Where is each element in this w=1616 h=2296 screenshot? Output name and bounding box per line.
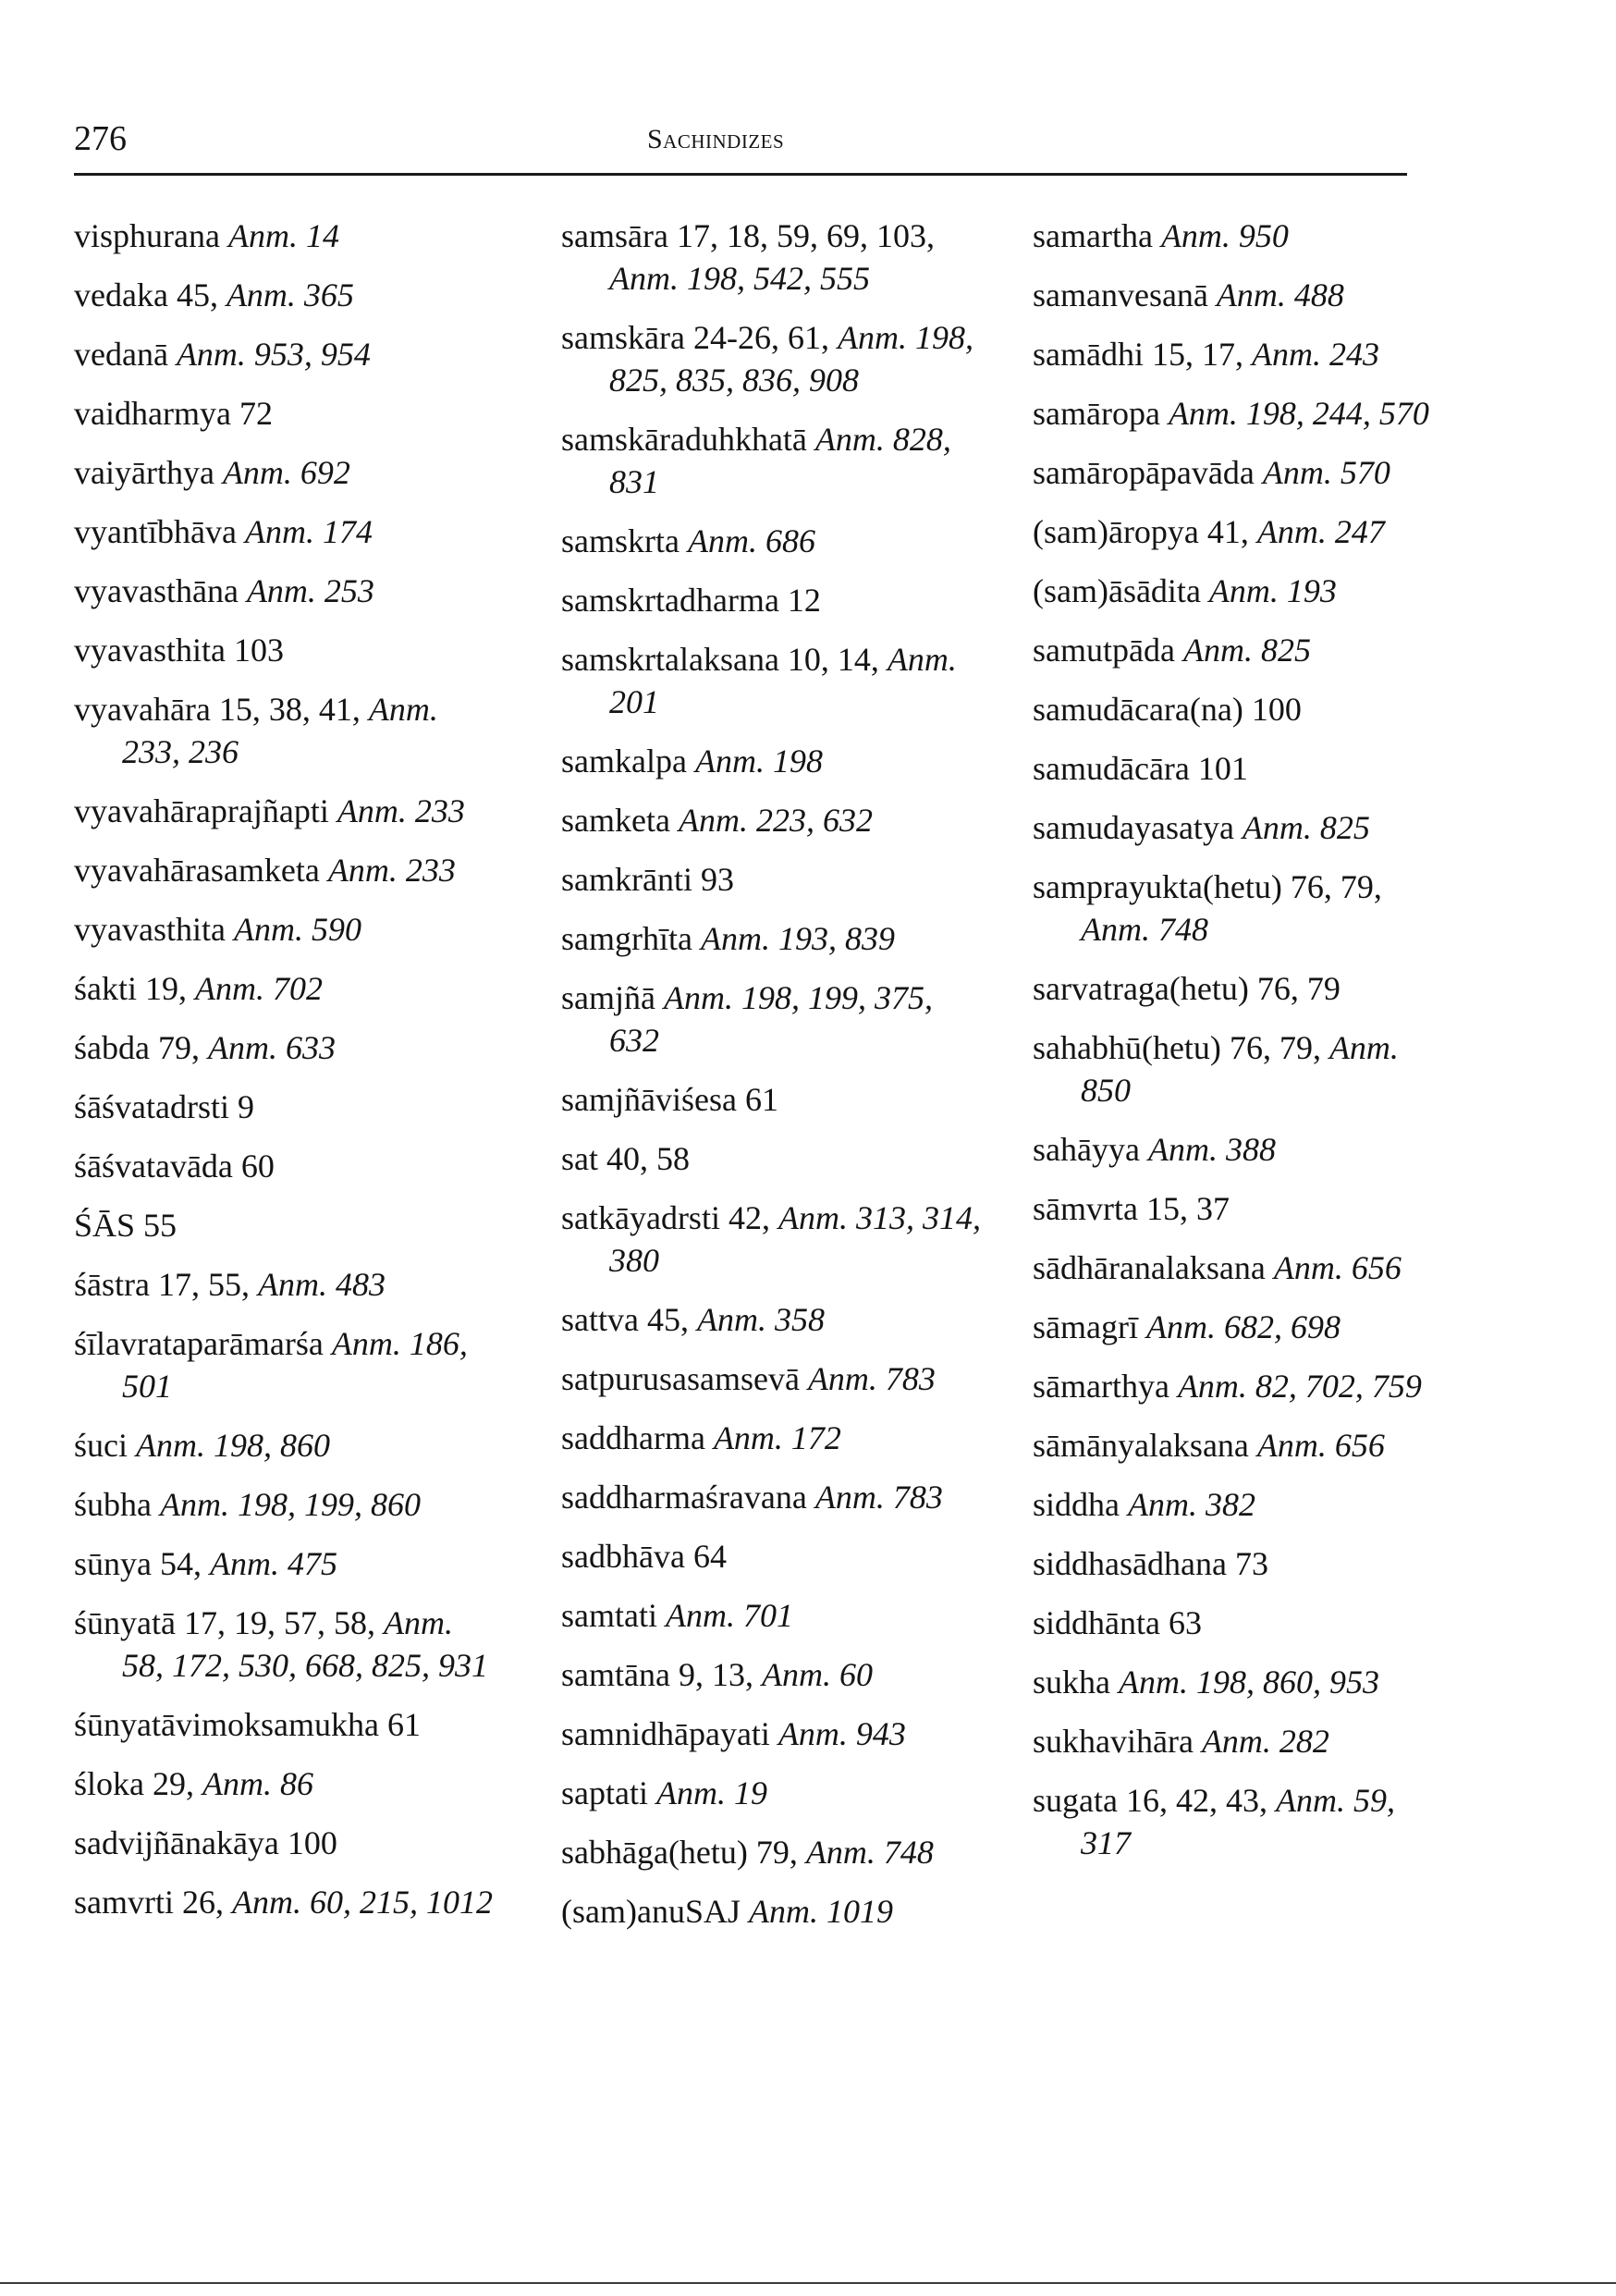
index-entry xyxy=(74,215,499,257)
entry-term: sugata xyxy=(1033,1782,1118,1819)
entry-note-refs: Anm. 58, 172, 530, 668, 825, 931 xyxy=(122,1604,488,1684)
running-head: Sachindizes xyxy=(647,124,785,154)
entry-term: samādhi xyxy=(1033,336,1144,373)
entry-note-refs: Anm. 247 xyxy=(1256,513,1385,550)
entry-term: vyavahāra xyxy=(74,691,211,728)
entry-term: sāmānyalaksana xyxy=(1033,1427,1249,1464)
entry-term: sabhāga(hetu) xyxy=(561,1834,748,1871)
index-entry xyxy=(74,629,499,671)
index-entry xyxy=(1033,1128,1439,1171)
entry-note-refs: Anm. 748 xyxy=(1081,911,1208,948)
entry-note-refs: Anm. 475 xyxy=(210,1545,337,1582)
entry-note-refs: Anm. 783 xyxy=(807,1360,936,1397)
entry-term: samāropa xyxy=(1033,395,1160,432)
entry-page-refs: 100 xyxy=(1251,691,1302,728)
entry-term: samnidhāpayati xyxy=(561,1715,770,1752)
entry-note-refs: Anm. 282 xyxy=(1201,1723,1329,1760)
entry-term: sattva xyxy=(561,1301,639,1338)
index-entry xyxy=(74,1424,499,1467)
entry-page-refs: 12 xyxy=(787,582,821,619)
index-entry xyxy=(561,1594,986,1637)
entry-page-refs: 10, 14, xyxy=(787,641,879,678)
entry-term: samartha xyxy=(1033,217,1153,254)
entry-term: samudācara(na) xyxy=(1033,691,1243,728)
index-entry xyxy=(74,451,499,494)
index-entry xyxy=(74,1322,499,1407)
index-entry xyxy=(561,638,986,723)
entry-page-refs: 60 xyxy=(240,1148,275,1185)
index-entry xyxy=(1033,1720,1439,1762)
index-entry xyxy=(1033,451,1439,494)
index-entry xyxy=(561,215,986,300)
entry-page-refs: 76, 79 xyxy=(1256,970,1341,1007)
entry-term: satkāyadrsti xyxy=(561,1199,720,1236)
entry-page-refs: 93 xyxy=(700,861,734,898)
entry-note-refs: Anm. 656 xyxy=(1256,1427,1385,1464)
index-entry xyxy=(74,1026,499,1069)
entry-note-refs: Anm. 953, 954 xyxy=(176,336,371,373)
page-number: 276 xyxy=(74,119,127,158)
entry-term: vyavasthita xyxy=(74,632,226,669)
entry-note-refs: Anm. 198, 860, 953 xyxy=(1119,1664,1379,1701)
index-entry xyxy=(1033,392,1439,435)
index-entry xyxy=(1033,1246,1439,1289)
index-entry xyxy=(74,1542,499,1585)
entry-page-refs: 73 xyxy=(1234,1545,1268,1582)
entry-term: samjñāviśesa xyxy=(561,1081,737,1118)
entry-note-refs: Anm. 201 xyxy=(609,641,957,720)
index-entry xyxy=(561,917,986,960)
entry-page-refs: 72 xyxy=(239,395,273,432)
entry-note-refs: Anm. 783 xyxy=(814,1479,943,1516)
index-entry xyxy=(1033,570,1439,612)
entry-term: vyavahārasamketa xyxy=(74,852,320,889)
entry-term: samanvesanā xyxy=(1033,276,1208,313)
entry-term: sukhavihāra xyxy=(1033,1723,1194,1760)
index-entry xyxy=(1033,688,1439,731)
entry-note-refs: Anm. 828, 831 xyxy=(609,421,951,500)
entry-term: samskāra xyxy=(561,319,685,356)
entry-term: vedanā xyxy=(74,336,168,373)
entry-term: vaiyārthya xyxy=(74,454,214,491)
entry-page-refs: 54, xyxy=(160,1545,202,1582)
entry-page-refs: 45, xyxy=(646,1301,689,1338)
index-entry xyxy=(561,1298,986,1341)
index-entry xyxy=(74,967,499,1010)
entry-note-refs: Anm. 86 xyxy=(202,1765,313,1802)
entry-page-refs: 63 xyxy=(1168,1604,1202,1641)
entry-note-refs: Anm. 19 xyxy=(655,1774,767,1811)
entry-page-refs: 15, 37 xyxy=(1145,1190,1230,1227)
entry-note-refs: Anm. 186, 501 xyxy=(122,1325,468,1405)
index-column-1 xyxy=(74,215,499,1940)
entry-note-refs: Anm. 233 xyxy=(337,792,465,829)
index-entry xyxy=(561,799,986,841)
index-entry xyxy=(561,418,986,503)
index-column-2 xyxy=(561,215,986,1949)
entry-term: sūnya xyxy=(74,1545,152,1582)
index-entry xyxy=(561,1078,986,1121)
entry-term: samtāna xyxy=(561,1656,670,1693)
index-entry xyxy=(1033,1306,1439,1348)
entry-term: siddha xyxy=(1033,1486,1120,1523)
entry-term: samskāraduhkhatā xyxy=(561,421,807,458)
entry-term: (sam)anuSAJ xyxy=(561,1893,741,1930)
entry-term: śūnyatāvimoksamukha xyxy=(74,1706,379,1743)
entry-term: sarvatraga(hetu) xyxy=(1033,970,1249,1007)
index-entry xyxy=(561,1197,986,1282)
entry-note-refs: Anm. 60 xyxy=(761,1656,873,1693)
entry-page-refs: 40, 58 xyxy=(606,1140,690,1177)
index-entry xyxy=(74,1483,499,1526)
entry-note-refs: Anm. 243 xyxy=(1251,336,1379,373)
index-entry xyxy=(74,1263,499,1306)
entry-note-refs: Anm. 223, 632 xyxy=(678,802,873,839)
entry-term: samkrānti xyxy=(561,861,692,898)
index-entry xyxy=(561,1772,986,1814)
entry-note-refs: Anm. 488 xyxy=(1216,276,1344,313)
entry-page-refs: 9 xyxy=(237,1088,254,1125)
entry-term: ŚĀS xyxy=(74,1207,136,1244)
entry-note-refs: Anm. 682, 698 xyxy=(1145,1308,1341,1345)
index-entry xyxy=(74,688,499,773)
entry-note-refs: Anm. 60, 215, 1012 xyxy=(231,1884,493,1921)
index-entry xyxy=(74,392,499,435)
index-entry xyxy=(1033,1661,1439,1703)
entry-term: śloka xyxy=(74,1765,144,1802)
entry-note-refs: Anm. 193 xyxy=(1208,572,1337,609)
index-entry xyxy=(74,1086,499,1128)
entry-note-refs: Anm. 233 xyxy=(327,852,456,889)
index-entry xyxy=(561,1713,986,1755)
entry-term: samudācāra xyxy=(1033,750,1190,787)
entry-term: vyavasthāna xyxy=(74,572,239,609)
entry-term: śāśvatadrsti xyxy=(74,1088,229,1125)
entry-term: sahāyya xyxy=(1033,1131,1140,1168)
entry-term: samkalpa xyxy=(561,743,687,780)
entry-note-refs: Anm. 382 xyxy=(1128,1486,1255,1523)
entry-term: samtati xyxy=(561,1597,657,1634)
entry-note-refs: Anm. 198, 860 xyxy=(136,1427,330,1464)
index-entry xyxy=(561,976,986,1062)
entry-note-refs: Anm. 483 xyxy=(257,1266,386,1303)
entry-note-refs: Anm. 59, 317 xyxy=(1081,1782,1395,1861)
index-entry xyxy=(1033,215,1439,257)
index-entry xyxy=(74,908,499,951)
entry-term: samskrtadharma xyxy=(561,582,779,619)
entry-page-refs: 19, xyxy=(145,970,187,1007)
entry-note-refs: Anm. 358 xyxy=(696,1301,825,1338)
entry-page-refs: 26, xyxy=(181,1884,224,1921)
entry-page-refs: 79, xyxy=(755,1834,798,1871)
entry-term: śūnyatā xyxy=(74,1604,176,1641)
entry-term: śāstra xyxy=(74,1266,150,1303)
index-entry xyxy=(561,1137,986,1180)
entry-note-refs: Anm. 950 xyxy=(1160,217,1289,254)
entry-note-refs: Anm. 850 xyxy=(1081,1029,1399,1109)
entry-term: śubha xyxy=(74,1486,152,1523)
entry-page-refs: 24-26, 61, xyxy=(692,319,829,356)
entry-note-refs: Anm. 633 xyxy=(207,1029,336,1066)
entry-term: sāmarthya xyxy=(1033,1368,1169,1405)
index-column-3 xyxy=(1033,215,1439,1881)
entry-note-refs: Anm. 233, 236 xyxy=(122,691,438,770)
entry-note-refs: Anm. 570 xyxy=(1262,454,1390,491)
index-entry xyxy=(1033,1483,1439,1526)
index-entry xyxy=(74,849,499,891)
entry-term: vaidharmya xyxy=(74,395,231,432)
entry-term: satpurusasamsevā xyxy=(561,1360,800,1397)
entry-note-refs: Anm. 82, 702, 759 xyxy=(1177,1368,1422,1405)
entry-page-refs: 100 xyxy=(287,1824,337,1861)
index-entry xyxy=(1033,967,1439,1010)
index-entry xyxy=(561,1357,986,1400)
index-entry xyxy=(1033,629,1439,671)
entry-term: sādhāranalaksana xyxy=(1033,1249,1266,1286)
entry-term: sāmagrī xyxy=(1033,1308,1138,1345)
entry-term: vyantībhāva xyxy=(74,513,237,550)
entry-term: samudayasatya xyxy=(1033,809,1234,846)
index-entry xyxy=(561,316,986,401)
index-entry xyxy=(561,1535,986,1578)
entry-term: siddhasādhana xyxy=(1033,1545,1227,1582)
index-entry xyxy=(1033,1365,1439,1407)
entry-term: visphurana xyxy=(74,217,220,254)
index-entry xyxy=(1033,806,1439,849)
entry-note-refs: Anm. 313, 314, 380 xyxy=(609,1199,981,1279)
entry-page-refs: 29, xyxy=(153,1765,194,1802)
entry-term: śakti xyxy=(74,970,137,1007)
index-entry xyxy=(1033,274,1439,316)
entry-page-refs: 79, xyxy=(157,1029,200,1066)
entry-term: samgrhīta xyxy=(561,920,692,957)
entry-page-refs: 15, 17, xyxy=(1151,336,1243,373)
entry-note-refs: Anm. 702 xyxy=(195,970,323,1007)
entry-note-refs: Anm. 701 xyxy=(665,1597,793,1634)
entry-page-refs: 17, 19, 57, 58, xyxy=(183,1604,375,1641)
index-entry xyxy=(74,1762,499,1805)
entry-note-refs: Anm. 692 xyxy=(222,454,350,491)
index-entry xyxy=(74,790,499,832)
entry-note-refs: Anm. 198, 825, 835, 836, 908 xyxy=(609,319,973,399)
entry-page-refs: 17, 18, 59, 69, 103, xyxy=(676,217,935,254)
entry-term: śāśvatavāda xyxy=(74,1148,233,1185)
entry-term: sadbhāva xyxy=(561,1538,685,1575)
header-rule xyxy=(74,173,1407,176)
entry-page-refs: 101 xyxy=(1197,750,1248,787)
index-entry xyxy=(74,1145,499,1187)
entry-term: vedaka xyxy=(74,276,168,313)
entry-term: vyavahāraprajñapti xyxy=(74,792,329,829)
index-entry xyxy=(1033,1026,1439,1111)
entry-term: sahabhū(hetu) xyxy=(1033,1029,1221,1066)
entry-note-refs: Anm. 656 xyxy=(1273,1249,1402,1286)
entry-page-refs: 42, xyxy=(728,1199,770,1236)
index-entry xyxy=(74,510,499,553)
index-entry xyxy=(74,333,499,375)
entry-term: sukha xyxy=(1033,1664,1110,1701)
entry-term: sadvijñānakāya xyxy=(74,1824,279,1861)
entry-term: śuci xyxy=(74,1427,128,1464)
entry-term: samprayukta(hetu) xyxy=(1033,868,1282,905)
index-entry xyxy=(561,1831,986,1873)
entry-term: samutpāda xyxy=(1033,632,1175,669)
entry-term: samsāra xyxy=(561,217,668,254)
footer-rule xyxy=(0,2282,1616,2284)
entry-page-refs: 76, 79, xyxy=(1229,1029,1321,1066)
entry-term: saptati xyxy=(561,1774,648,1811)
index-entry xyxy=(561,858,986,901)
entry-term: saddharma xyxy=(561,1419,705,1456)
entry-note-refs: Anm. 825 xyxy=(1242,809,1370,846)
index-entry xyxy=(1033,866,1439,951)
entry-page-refs: 76, 79, xyxy=(1290,868,1382,905)
entry-note-refs: Anm. 14 xyxy=(227,217,339,254)
index-entry xyxy=(74,1204,499,1246)
index-entry xyxy=(1033,1542,1439,1585)
entry-term: śīlavrataparāmarśa xyxy=(74,1325,324,1362)
entry-term: samskrtalaksana xyxy=(561,641,779,678)
entry-note-refs: Anm. 198, 542, 555 xyxy=(609,260,870,297)
entry-note-refs: Anm. 748 xyxy=(805,1834,934,1871)
index-entry xyxy=(561,579,986,621)
entry-term: saddharmaśravana xyxy=(561,1479,807,1516)
index-entry xyxy=(1033,510,1439,553)
entry-note-refs: Anm. 365 xyxy=(226,276,354,313)
entry-page-refs: 41, xyxy=(1206,513,1249,550)
index-entry xyxy=(561,520,986,562)
index-entry xyxy=(74,1703,499,1746)
entry-note-refs: Anm. 198, 199, 375, 632 xyxy=(609,979,933,1059)
page-header xyxy=(74,118,1407,174)
index-entry xyxy=(74,1822,499,1864)
entry-page-refs: 9, 13, xyxy=(678,1656,753,1693)
index-entry xyxy=(561,740,986,782)
entry-note-refs: Anm. 590 xyxy=(233,911,361,948)
index-entry xyxy=(1033,1602,1439,1644)
index-entry xyxy=(1033,1187,1439,1230)
entry-page-refs: 61 xyxy=(744,1081,778,1118)
entry-note-refs: Anm. 193, 839 xyxy=(700,920,895,957)
index-entry xyxy=(561,1417,986,1459)
entry-term: sat xyxy=(561,1140,598,1177)
entry-note-refs: Anm. 253 xyxy=(246,572,374,609)
entry-note-refs: Anm. 172 xyxy=(713,1419,841,1456)
index-entry xyxy=(74,274,499,316)
index-entry xyxy=(1033,747,1439,790)
entry-term: samvrti xyxy=(74,1884,174,1921)
entry-page-refs: 64 xyxy=(692,1538,727,1575)
entry-note-refs: Anm. 174 xyxy=(244,513,373,550)
entry-term: samskrta xyxy=(561,522,679,559)
entry-term: śabda xyxy=(74,1029,150,1066)
entry-note-refs: Anm. 943 xyxy=(777,1715,906,1752)
entry-note-refs: Anm. 825 xyxy=(1182,632,1311,669)
entry-page-refs: 61 xyxy=(386,1706,421,1743)
entry-note-refs: Anm. 388 xyxy=(1147,1131,1276,1168)
entry-term: samketa xyxy=(561,802,670,839)
index-entry xyxy=(561,1476,986,1518)
entry-note-refs: Anm. 198, 199, 860 xyxy=(160,1486,421,1523)
entry-page-refs: 103 xyxy=(233,632,284,669)
index-entry xyxy=(74,1602,499,1687)
index-entry xyxy=(74,1881,499,1923)
index-entry xyxy=(561,1653,986,1696)
index-entry xyxy=(1033,1424,1439,1467)
entry-note-refs: Anm. 1019 xyxy=(748,1893,893,1930)
index-entry xyxy=(74,570,499,612)
entry-term: sāmvrta xyxy=(1033,1190,1138,1227)
entry-note-refs: Anm. 198, 244, 570 xyxy=(1168,395,1429,432)
entry-note-refs: Anm. 686 xyxy=(687,522,815,559)
entry-term: samjñā xyxy=(561,979,655,1016)
entry-page-refs: 55 xyxy=(143,1207,178,1244)
index-entry xyxy=(1033,1779,1439,1864)
entry-note-refs: Anm. 198 xyxy=(694,743,823,780)
entry-page-refs: 15, 38, 41, xyxy=(218,691,361,728)
index-entry xyxy=(561,1890,986,1933)
entry-page-refs: 16, 42, 43, xyxy=(1125,1782,1267,1819)
entry-term: samāropāpavāda xyxy=(1033,454,1255,491)
entry-term: siddhānta xyxy=(1033,1604,1160,1641)
index-entry xyxy=(1033,333,1439,375)
entry-term: (sam)āsādita xyxy=(1033,572,1201,609)
entry-page-refs: 45, xyxy=(176,276,218,313)
entry-term: vyavasthita xyxy=(74,911,226,948)
entry-term: (sam)āropya xyxy=(1033,513,1199,550)
entry-page-refs: 17, 55, xyxy=(157,1266,250,1303)
